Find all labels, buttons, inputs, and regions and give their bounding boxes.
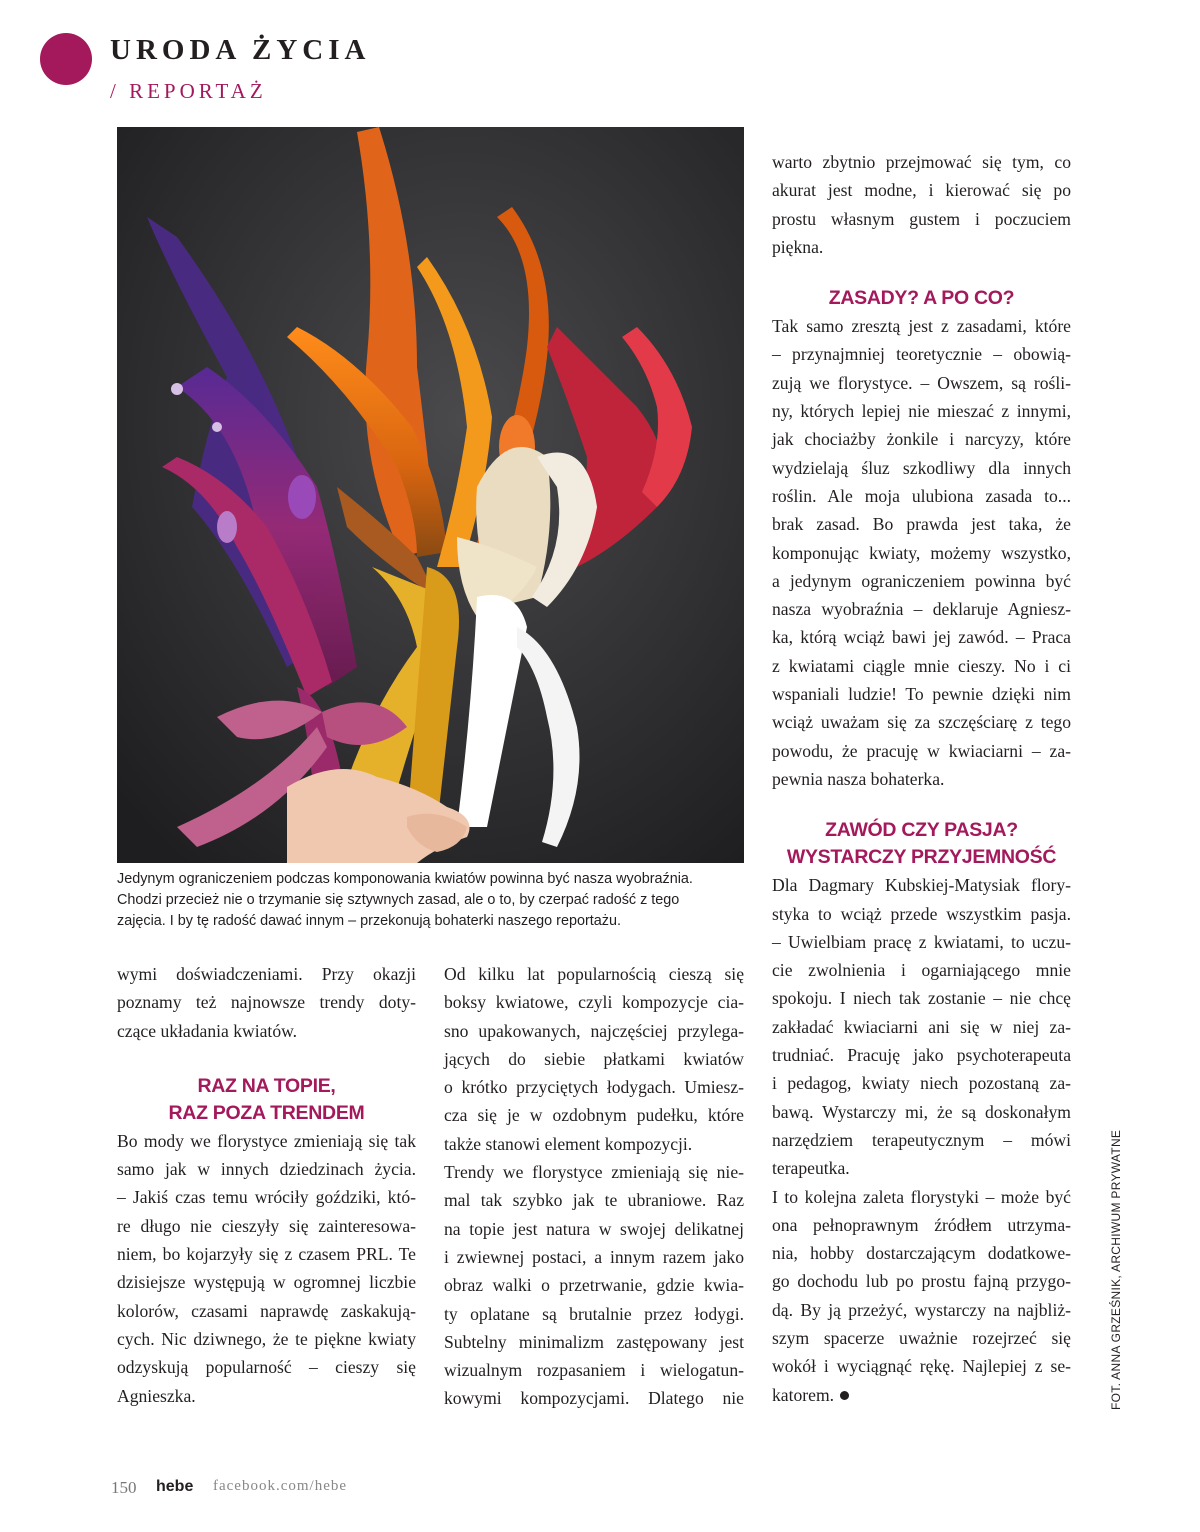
body-line: odzyskują popularność – cieszy się — [117, 1357, 416, 1378]
body-line: Dla Dagmary Kubskiej-Matysiak flory- — [772, 875, 1071, 896]
body-line: wizualnym rozpasaniem i wielogatun- — [444, 1360, 744, 1381]
body-line: trudniać. Pracuję jako psychoterapeuta — [772, 1045, 1071, 1066]
body-line: nasza wyobraźnia – deklaruje Agniesz- — [772, 599, 1071, 620]
body-line: nia, hobby dostarczającym dodatkowe- — [772, 1243, 1071, 1264]
body-line: pewnia nasza bohaterka. — [772, 768, 945, 789]
body-line: boksy kwiatowe, czyli kompozycje cia- — [444, 992, 744, 1013]
caption-line: Jedynym ograniczeniem podczas komponowania kwiatów powinna być nasza wyobraźnia. — [117, 871, 693, 887]
section-title: URODA ŻYCIA — [110, 34, 371, 66]
photo-caption — [117, 869, 747, 932]
heading-line: WYSTARCZY PRZYJEMNOŚĆ — [786, 846, 1057, 869]
body-line: Tak samo zresztą jest z zasadami, które — [772, 316, 1071, 337]
body-line: Subtelny minimalizm zastępowany jest — [444, 1331, 744, 1352]
heading-line: RAZ POZA TRENDEM — [168, 1101, 365, 1124]
body-line: wciąż uważam się za szczęściarę z tego — [772, 712, 1071, 733]
body-line: brak zasad. Bo prawda jest taka, że — [772, 514, 1071, 535]
caption-line: zajęcia. I by tę radość dawać innym – przekonują bohaterki naszego reportażu. — [117, 913, 621, 929]
paragraph-gap — [772, 793, 1071, 817]
text-column-3 — [772, 148, 1071, 1409]
body-line: zakładać kwiaciarni ani się w niej za- — [772, 1016, 1071, 1037]
section-heading — [772, 285, 1071, 312]
caption-line: Chodzi przecież nie o trzymanie się sztywnych zasad, ale o to, by czerpać radość z tego — [117, 892, 680, 908]
text-column-2 — [444, 960, 744, 1413]
body-line: akurat jest modne, i kierować się po — [772, 180, 1071, 201]
body-line: ona pełnoprawnym źródłem utrzyma- — [772, 1214, 1071, 1235]
header-accent-dot — [40, 33, 92, 85]
body-line: wydzielają śluz szkodliwy dla innych — [772, 457, 1071, 478]
body-line: powodu, że pracuję w kwiaciarni – za- — [772, 740, 1071, 761]
body-line: kowymi kompozycjami. Dlatego nie — [444, 1388, 744, 1409]
body-line: samo jak w innych dziedzinach życia. — [117, 1159, 416, 1180]
body-line: – Jakiś czas temu wróciły goździki, któ- — [117, 1187, 416, 1208]
facebook-link[interactable]: facebook.com/hebe — [213, 1478, 348, 1494]
paragraph-gap — [772, 261, 1071, 285]
body-line: zują we florystyce. – Owszem, są rośli- — [772, 372, 1071, 393]
body-line: roślin. Ale moja ulubiona zasada to... — [772, 485, 1071, 506]
body-line: ty oplatane są brutalnie przez łodygi. — [444, 1303, 744, 1324]
body-line: piękna. — [772, 236, 824, 257]
body-line: prostu własnym gustem i poczuciem — [772, 208, 1071, 229]
text-column-1 — [117, 960, 416, 1410]
body-line-end — [772, 1381, 1071, 1409]
subsection-title: / REPORTAŻ — [110, 79, 267, 103]
body-line: cie zwolnienia i ogarniającego mnie — [772, 960, 1071, 981]
end-of-article-icon — [840, 1391, 849, 1400]
body-line: z kwiatami ciągle mnie cieszy. No i ci — [772, 655, 1071, 676]
section-heading — [772, 817, 1071, 871]
body-line: szym spacerze uważnie rozejrzeć się — [772, 1327, 1071, 1348]
heading-line: ZASADY? A PO CO? — [828, 287, 1015, 310]
body-line: terapeutka. — [772, 1158, 850, 1179]
body-line: spokoju. I niech tak zostanie – nie chcę — [772, 988, 1071, 1009]
body-line: Trendy we florystyce zmieniają się nie- — [444, 1162, 744, 1183]
body-line: – Uwielbiam pracę z kwiatami, to uczu- — [772, 931, 1071, 952]
body-line: komponując kwiaty, możemy wszystko, — [772, 542, 1071, 563]
body-line: narzędziem terapeutycznym – mówi — [772, 1129, 1071, 1150]
body-line: i pedagog, kwiaty niech pozostaną za- — [772, 1073, 1071, 1094]
body-line: jak chociażby żonkile i narcyzy, które — [772, 429, 1071, 450]
body-line: poznamy też najnowsze trendy doty- — [117, 992, 416, 1013]
magazine-name: hebe — [156, 1478, 194, 1495]
body-line: wokół i wyciągnąć rękę. Najlepiej z se- — [772, 1356, 1071, 1377]
body-line: Od kilku lat popularnością cieszą się — [444, 964, 744, 984]
body-line: a jedynym ograniczeniem powinna być — [772, 570, 1071, 591]
body-line: go dochodu lub po prostu fajną przygo- — [772, 1271, 1071, 1292]
paragraph-gap — [117, 1045, 416, 1073]
body-line: o krótko przyciętych łodygach. Umiesz- — [444, 1077, 744, 1098]
body-line: katorem. — [772, 1384, 835, 1405]
body-line: wymi doświadczeniami. Przy okazji — [117, 964, 416, 984]
body-line: mal tak szybko jak te ubraniowe. Raz — [444, 1190, 744, 1211]
body-line: ny, których lepiej nie mieszać z innymi, — [772, 401, 1071, 422]
body-line: cych. Nic dziwnego, że te piękne kwiaty — [117, 1328, 416, 1349]
body-line: styka to wciąż przede wszystkim pasja. — [772, 903, 1071, 924]
body-line: dą. By ją przeżyć, wystarczy na najbliż- — [772, 1299, 1071, 1320]
body-line: warto zbytnio przejmować się tym, co — [772, 152, 1071, 172]
body-line: niem, bo kojarzyły się z czasem PRL. Te — [117, 1244, 416, 1265]
body-line: kolorów, czasami naprawdę zaskakują- — [117, 1300, 416, 1321]
photo-credit: FOT. ANNA GRZEŚNIK, ARCHIWUM PRYWATNE — [1109, 1129, 1123, 1410]
body-line: cza się je w ozdobnym pudełku, które — [444, 1105, 744, 1126]
heading-line: RAZ NA TOPIE, — [197, 1074, 336, 1097]
page-number: 150 — [111, 1478, 137, 1497]
body-line: wspaniali ludzie! To pewnie dzięki nim — [772, 684, 1071, 705]
body-line: – przynajmniej teoretycznie – obowią- — [772, 344, 1071, 365]
body-line: także stanowi element kompozycji. — [444, 1133, 693, 1154]
body-line: Agnieszka. — [117, 1385, 196, 1406]
dried-flower-bouquets-photo — [117, 127, 744, 863]
body-line: czące układania kwiatów. — [117, 1020, 298, 1041]
body-line: re długo nie cieszyły się zainteresowa- — [117, 1215, 416, 1236]
body-line: i zwiewnej postaci, a innym razem jako — [444, 1246, 744, 1267]
section-heading — [117, 1073, 416, 1127]
body-line: ka, którą wciąż bawi jej zawód. – Praca — [772, 627, 1071, 648]
body-line: obraz walki o przetrwanie, gdzie kwia- — [444, 1275, 744, 1296]
body-line: I to kolejna zaleta florystyki – może być — [772, 1186, 1071, 1207]
body-line: bawą. Wystarczy mi, że są doskonałym — [772, 1101, 1071, 1122]
body-line: sno upakowanych, najczęściej przylega- — [444, 1020, 744, 1041]
body-line: na topie jest natura w swojej delikatnej — [444, 1218, 744, 1239]
body-line: Bo mody we florystyce zmieniają się tak — [117, 1130, 416, 1151]
body-line: dzisiejsze występują w ogromnej liczbie — [117, 1272, 416, 1293]
heading-line: ZAWÓD CZY PASJA? — [825, 819, 1018, 842]
body-line: jących do siebie płatkami kwiatów — [444, 1048, 744, 1069]
